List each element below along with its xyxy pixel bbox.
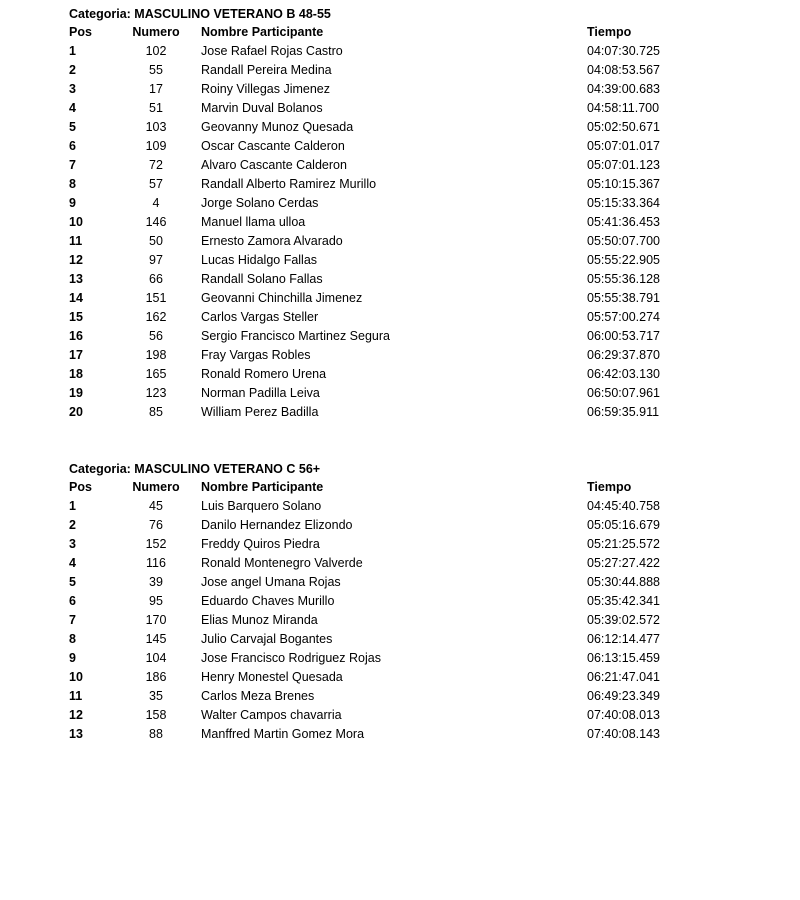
header-nombre: Nombre Participante — [201, 480, 324, 494]
bib-number-cell: 152 — [145, 537, 167, 551]
table-row — [69, 42, 689, 61]
participant-name-cell: Geovanni Chinchilla Jimenez — [201, 291, 363, 305]
participant-name-cell: Ernesto Zamora Alvarado — [201, 234, 343, 248]
bib-number-cell: 56 — [149, 329, 163, 343]
header-tiempo: Tiempo — [587, 480, 632, 494]
participant-name-cell: Jose Francisco Rodriguez Rojas — [201, 651, 381, 665]
table-row — [69, 327, 689, 346]
participant-name-cell: Jose angel Umana Rojas — [201, 575, 341, 589]
position-cell: 10 — [69, 215, 83, 229]
finish-time-cell: 05:55:22.905 — [587, 253, 660, 267]
bib-number-cell: 50 — [149, 234, 163, 248]
bib-number-cell: 88 — [149, 727, 163, 741]
position-cell: 14 — [69, 291, 83, 305]
table-row — [69, 118, 689, 137]
participant-name-cell: Oscar Cascante Calderon — [201, 139, 345, 153]
participant-name-cell: Julio Carvajal Bogantes — [201, 632, 333, 646]
position-cell: 9 — [69, 651, 76, 665]
position-cell: 8 — [69, 177, 76, 191]
table-row — [69, 630, 689, 649]
bib-number-cell: 104 — [145, 651, 167, 665]
finish-time-cell: 05:55:38.791 — [587, 291, 660, 305]
table-row — [69, 403, 689, 422]
finish-time-cell: 05:41:36.453 — [587, 215, 660, 229]
position-cell: 11 — [69, 234, 83, 248]
table-row — [69, 251, 689, 270]
table-row — [69, 706, 689, 725]
finish-time-cell: 04:45:40.758 — [587, 499, 660, 513]
participant-name-cell: Geovanny Munoz Quesada — [201, 120, 354, 134]
table-row — [69, 649, 689, 668]
table-row — [69, 80, 689, 99]
finish-time-cell: 05:05:16.679 — [587, 518, 660, 532]
header-numero: Numero — [132, 480, 180, 494]
bib-number-cell: 55 — [149, 63, 163, 77]
bib-number-cell: 97 — [149, 253, 163, 267]
position-cell: 4 — [69, 101, 76, 115]
participant-name-cell: Walter Campos chavarria — [201, 708, 342, 722]
bib-number-cell: 145 — [145, 632, 167, 646]
bib-number-cell: 170 — [145, 613, 167, 627]
table-header — [69, 478, 689, 497]
bib-number-cell: 146 — [145, 215, 167, 229]
position-cell: 7 — [69, 613, 76, 627]
position-cell: 9 — [69, 196, 76, 210]
finish-time-cell: 06:59:35.911 — [587, 405, 660, 419]
participant-name-cell: Jorge Solano Cerdas — [201, 196, 319, 210]
position-cell: 5 — [69, 120, 76, 134]
bib-number-cell: 35 — [149, 689, 163, 703]
table-header — [69, 23, 689, 42]
table-row — [69, 516, 689, 535]
results-table-body — [69, 497, 689, 744]
position-cell: 8 — [69, 632, 76, 646]
table-row — [69, 61, 689, 80]
participant-name-cell: Freddy Quiros Piedra — [201, 537, 320, 551]
table-row — [69, 687, 689, 706]
position-cell: 16 — [69, 329, 83, 343]
finish-time-cell: 05:30:44.888 — [587, 575, 660, 589]
position-cell: 15 — [69, 310, 83, 324]
position-cell: 19 — [69, 386, 83, 400]
bib-number-cell: 165 — [145, 367, 167, 381]
finish-time-cell: 05:02:50.671 — [587, 120, 660, 134]
bib-number-cell: 4 — [152, 196, 160, 210]
table-row — [69, 175, 689, 194]
table-row — [69, 213, 689, 232]
participant-name-cell: Carlos Meza Brenes — [201, 689, 315, 703]
table-row — [69, 137, 689, 156]
position-cell: 20 — [69, 405, 83, 419]
position-cell: 18 — [69, 367, 83, 381]
finish-time-cell: 06:00:53.717 — [587, 329, 660, 343]
finish-time-cell: 05:35:42.341 — [587, 594, 660, 608]
category-section-veterano-b — [69, 5, 689, 422]
participant-name-cell: Jose Rafael Rojas Castro — [201, 44, 343, 58]
table-row — [69, 232, 689, 251]
position-cell: 3 — [69, 537, 76, 551]
position-cell: 6 — [69, 139, 76, 153]
position-cell: 6 — [69, 594, 76, 608]
bib-number-cell: 198 — [145, 348, 167, 362]
participant-name-cell: Randall Pereira Medina — [201, 63, 332, 77]
position-cell: 11 — [69, 689, 83, 703]
position-cell: 2 — [69, 518, 76, 532]
table-row — [69, 497, 689, 516]
table-row — [69, 289, 689, 308]
bib-number-cell: 186 — [145, 670, 167, 684]
table-row — [69, 384, 689, 403]
table-row — [69, 668, 689, 687]
table-row — [69, 194, 689, 213]
bib-number-cell: 51 — [149, 101, 163, 115]
finish-time-cell: 05:07:01.123 — [587, 158, 660, 172]
participant-name-cell: Luis Barquero Solano — [201, 499, 322, 513]
finish-time-cell: 04:58:11.700 — [587, 101, 660, 115]
position-cell: 1 — [69, 499, 76, 513]
bib-number-cell: 102 — [145, 44, 167, 58]
position-cell: 13 — [69, 272, 83, 286]
participant-name-cell: Roiny Villegas Jimenez — [201, 82, 330, 96]
participant-name-cell: Alvaro Cascante Calderon — [201, 158, 347, 172]
table-row — [69, 535, 689, 554]
table-row — [69, 573, 689, 592]
finish-time-cell: 04:08:53.567 — [587, 63, 660, 77]
finish-time-cell: 05:27:27.422 — [587, 556, 660, 570]
category-section-veterano-c — [69, 460, 689, 744]
bib-number-cell: 151 — [145, 291, 167, 305]
participant-name-cell: Manuel llama ulloa — [201, 215, 306, 229]
bib-number-cell: 162 — [145, 310, 167, 324]
bib-number-cell: 76 — [149, 518, 163, 532]
table-row — [69, 554, 689, 573]
participant-name-cell: Marvin Duval Bolanos — [201, 101, 323, 115]
finish-time-cell: 06:50:07.961 — [587, 386, 660, 400]
bib-number-cell: 116 — [146, 556, 166, 570]
finish-time-cell: 07:40:08.013 — [587, 708, 660, 722]
header-pos: Pos — [69, 480, 92, 494]
finish-time-cell: 07:40:08.143 — [587, 727, 660, 741]
finish-time-cell: 04:39:00.683 — [587, 82, 660, 96]
participant-name-cell: Ronald Montenegro Valverde — [201, 556, 363, 570]
position-cell: 7 — [69, 158, 76, 172]
table-row — [69, 592, 689, 611]
participant-name-cell: Sergio Francisco Martinez Segura — [201, 329, 390, 343]
position-cell: 5 — [69, 575, 76, 589]
bib-number-cell: 45 — [149, 499, 163, 513]
position-cell: 17 — [69, 348, 83, 362]
finish-time-cell: 05:21:25.572 — [587, 537, 660, 551]
position-cell: 1 — [69, 44, 76, 58]
bib-number-cell: 85 — [149, 405, 163, 419]
finish-time-cell: 05:39:02.572 — [587, 613, 660, 627]
finish-time-cell: 05:15:33.364 — [587, 196, 660, 210]
participant-name-cell: Randall Alberto Ramirez Murillo — [201, 177, 377, 191]
bib-number-cell: 103 — [145, 120, 167, 134]
finish-time-cell: 05:10:15.367 — [587, 177, 660, 191]
participant-name-cell: Norman Padilla Leiva — [201, 386, 320, 400]
position-cell: 12 — [69, 708, 83, 722]
participant-name-cell: Fray Vargas Robles — [201, 348, 311, 362]
header-nombre: Nombre Participante — [201, 25, 324, 39]
position-cell: 3 — [69, 82, 76, 96]
position-cell: 10 — [69, 670, 83, 684]
bib-number-cell: 39 — [149, 575, 163, 589]
table-row — [69, 346, 689, 365]
table-row — [69, 156, 689, 175]
participant-name-cell: Manffred Martin Gomez Mora — [201, 727, 365, 741]
finish-time-cell: 06:13:15.459 — [587, 651, 660, 665]
category-title: Categoria: MASCULINO VETERANO C 56+ — [69, 462, 321, 476]
table-row — [69, 270, 689, 289]
table-row — [69, 308, 689, 327]
participant-name-cell: Lucas Hidalgo Fallas — [201, 253, 318, 267]
bib-number-cell: 158 — [145, 708, 167, 722]
category-title: Categoria: MASCULINO VETERANO B 48-55 — [69, 7, 331, 21]
bib-number-cell: 123 — [145, 386, 167, 400]
finish-time-cell: 04:07:30.725 — [587, 44, 660, 58]
bib-number-cell: 66 — [149, 272, 163, 286]
header-tiempo: Tiempo — [587, 25, 632, 39]
participant-name-cell: William Perez Badilla — [201, 405, 319, 419]
header-numero: Numero — [132, 25, 180, 39]
finish-time-cell: 06:21:47.041 — [587, 670, 660, 684]
finish-time-cell: 05:07:01.017 — [587, 139, 660, 153]
position-cell: 12 — [69, 253, 83, 267]
participant-name-cell: Randall Solano Fallas — [201, 272, 323, 286]
bib-number-cell: 57 — [149, 177, 163, 191]
position-cell: 4 — [69, 556, 76, 570]
bib-number-cell: 95 — [149, 594, 163, 608]
participant-name-cell: Danilo Hernandez Elizondo — [201, 518, 353, 532]
bib-number-cell: 72 — [149, 158, 163, 172]
finish-time-cell: 05:55:36.128 — [587, 272, 660, 286]
bib-number-cell: 17 — [149, 82, 163, 96]
table-row — [69, 725, 689, 744]
participant-name-cell: Eduardo Chaves Murillo — [201, 594, 335, 608]
position-cell: 2 — [69, 63, 76, 77]
finish-time-cell: 05:57:00.274 — [587, 310, 660, 324]
header-pos: Pos — [69, 25, 92, 39]
table-row — [69, 99, 689, 118]
participant-name-cell: Elias Munoz Miranda — [201, 613, 318, 627]
participant-name-cell: Carlos Vargas Steller — [201, 310, 319, 324]
participant-name-cell: Henry Monestel Quesada — [201, 670, 343, 684]
participant-name-cell: Ronald Romero Urena — [201, 367, 327, 381]
finish-time-cell: 06:49:23.349 — [587, 689, 660, 703]
bib-number-cell: 109 — [145, 139, 167, 153]
results-table-body — [69, 42, 689, 422]
finish-time-cell: 06:42:03.130 — [587, 367, 660, 381]
finish-time-cell: 06:29:37.870 — [587, 348, 660, 362]
finish-time-cell: 06:12:14.477 — [587, 632, 660, 646]
table-row — [69, 611, 689, 630]
table-row — [69, 365, 689, 384]
finish-time-cell: 05:50:07.700 — [587, 234, 660, 248]
position-cell: 13 — [69, 727, 83, 741]
